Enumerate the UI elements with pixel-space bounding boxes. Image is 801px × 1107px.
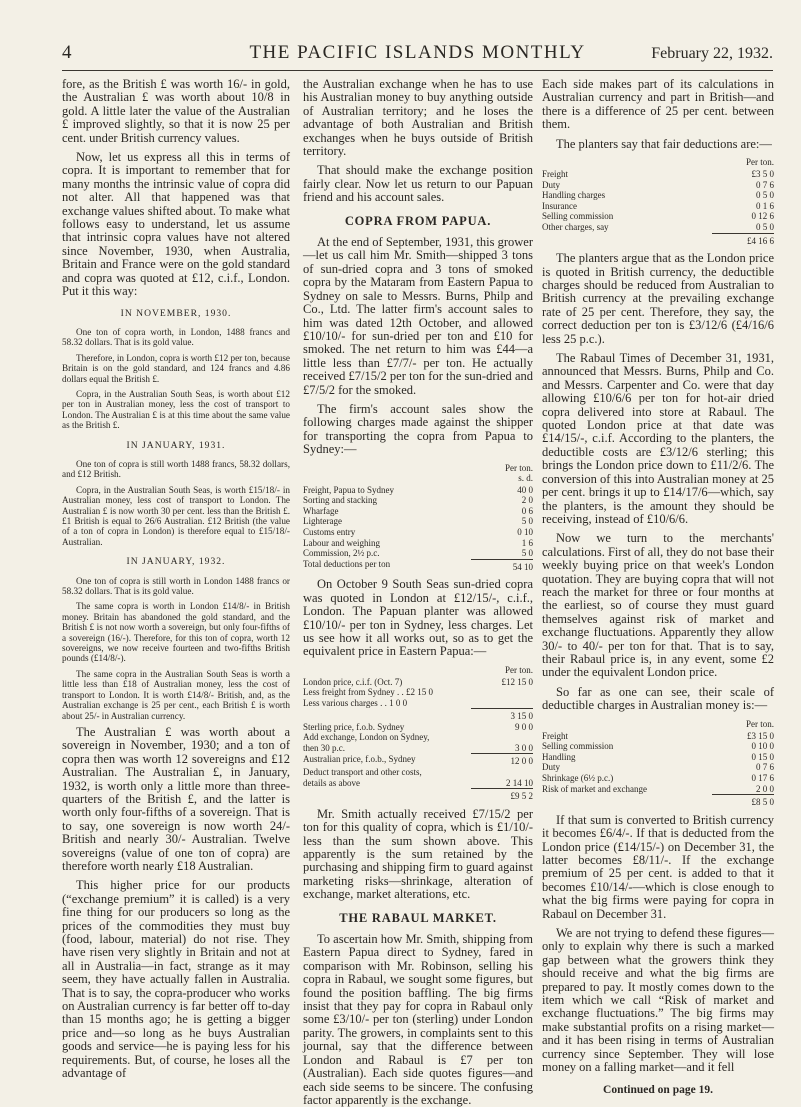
row-label: Lighterage <box>303 516 342 527</box>
row-value: 5 0 <box>521 548 533 559</box>
table-row <box>303 485 533 496</box>
paragraph: fore, as the British £ was worth 16/- in gold, the Australian £ was worth about 10/8 in gold. A little later the value of the Australian £ improved slightly, so that it is now 25 per cent. under British currency values. <box>62 77 290 145</box>
table-row <box>303 754 533 767</box>
paragraph: The planters argue that as the London price is quoted in British currency, the deductible charges should be reduced from Australian to British currency at the prevailing exchange rate of 25 per cent. Therefore, they say, the correct deduction per ton is £3/12/6 (£4/16/6 less 25 p.c.). <box>542 251 774 346</box>
row-label: Add exchange, London on Sydney, <box>303 732 430 743</box>
table-header-units: s. d. <box>518 472 533 483</box>
table-row <box>303 698 533 709</box>
paragraph: the Australian exchange when he has to use his Australian money to buy anything outside of Australian territory; and he loses the advantage of both Australian and British exchanges when he buys outside of British territory. <box>303 77 533 159</box>
table-row <box>303 677 533 688</box>
paragraph: This higher price for our products (“exchange premium” it is called) is a very fine thing for our producers so long as the prices of the commodities they must buy (food, labour, material) do not rise. They have risen very slightly in Britain and not at all in Australia—in fact, strange as it may seem, they have actually fallen in Australia. That is to say, the copra-producer who works on Australian currency is far better off to-day than 15 months ago; he is getting a bigger price and—so long as he buys Australian goods and service—he is paying less for his requirements. But, of course, he loses all the advantage of <box>62 878 290 1081</box>
row-value <box>471 767 533 778</box>
row-label: Deduct transport and other costs, <box>303 767 422 777</box>
table-row <box>303 495 533 506</box>
row-label <box>303 709 471 722</box>
table-row <box>542 169 774 180</box>
total-label: Total deductions per ton <box>303 559 391 570</box>
continued-notice: Continued on page 19. <box>603 1084 713 1097</box>
row-value: 0 7 6 <box>756 762 774 773</box>
row-value: 2 0 0 <box>756 783 774 794</box>
table-total-row <box>303 789 533 802</box>
paragraph: At the end of September, 1931, this grower—let us call him Mr. Smith—shipped 3 tons of sun-dried copra and 3 tons of smoked copra by the Mataram from Eastern Papua to Sydney on sale to Messrs. Burns, Philp and Co., Ltd. The latter firm's account sales to him was dated 12th October, and allowed £10/10/- for sun-dried per ton and £10 for smoked. The net return to him was £44—a little less than £7/7/- per ton. He actually received £7/15/2 per ton for the sun-dried and £7/5/2 for the smoked. <box>303 235 533 397</box>
row-label: Shrinkage (6½ p.c.) <box>542 772 614 783</box>
row-value: 3 15 0 <box>471 709 533 722</box>
row-label: Other charges, say <box>542 222 609 232</box>
row-value: 0 6 <box>521 505 533 516</box>
table-row <box>303 778 533 789</box>
paragraph: We are not trying to defend these figures—only to explain why there is such a marked gap between what the growers think they should receive and what the big firms are prepared to pay. It mostly comes down to the item which we call “Risk of market and exchange fluctuations.” The big firms may make substantial profits on a rising market—and it has been rising in terms of Australian currency since September. They will lose money on a falling market—and it fell <box>542 926 774 1075</box>
table-row <box>303 767 533 778</box>
row-value: 9 0 0 <box>515 721 533 732</box>
row-value: 0 15 0 <box>751 751 774 762</box>
table-header: Per ton. <box>746 157 774 168</box>
charges-table <box>303 485 533 573</box>
row-label: Freight, Papua to Sydney <box>303 484 394 495</box>
subheading: IN JANUARY, 1931. <box>126 439 226 451</box>
paragraph: If that sum is converted to British currency it becomes £6/4/-. If that is deducted from the London price (£14/15/-) on December 31, the latter becomes £8/11/-. If the exchange premium of 25 per cent. is added to that it becomes £10/14/-—which is close enough to what the big firms were paying for copra in Rabaul on December 31. <box>542 812 774 921</box>
issue-date: February 22, 1932. <box>651 45 773 62</box>
table-row <box>542 190 774 201</box>
page-number: 4 <box>62 42 72 63</box>
table-row <box>542 211 774 222</box>
row-value <box>471 732 533 743</box>
row-value: £3 5 0 <box>751 169 774 180</box>
row-label: Freight <box>542 169 568 180</box>
column-1 <box>62 77 290 1081</box>
total-value: £4 16 6 <box>712 233 774 246</box>
row-value: 0 10 0 <box>751 741 774 752</box>
column-2 <box>303 77 533 1107</box>
total-value: 54 10 <box>471 559 533 572</box>
table-row <box>542 222 774 233</box>
row-value <box>471 698 533 709</box>
row-label: London price, c.i.f. (Oct. 7) <box>303 676 403 687</box>
paragraph: The planters say that fair deductions are:— <box>556 136 772 151</box>
row-label: Handling charges <box>542 190 606 201</box>
paragraph: So far as one can see, their scale of deductible charges in Australian money is:— <box>542 684 774 713</box>
table-row <box>303 687 533 698</box>
paragraph: Each side makes part of its calculations in Australian currency and part in British—and there is a difference of 25 per cent. between them. <box>542 77 774 132</box>
table-row <box>303 722 533 733</box>
row-label <box>303 789 471 802</box>
table-row <box>303 732 533 743</box>
table-row <box>303 506 533 517</box>
paragraph: Now we turn to the merchants' calculations. First of all, they do not base their weekly buying price on that week's London quotation. They are buying copra that will not reach the market for three or four months at the earliest, so of course they must guard themselves against risk of market and exchange fluctuations. Apparently they allow 30/- to 40/- per ton for that. That is to say, their Rabaul price is, in any event, some £2 under the equivalent London price. <box>542 531 774 680</box>
table-row <box>542 741 774 752</box>
row-label: details as above <box>303 777 360 788</box>
paragraph: Copra, in the Australian South Seas, is worth about £12 per ton in Australian money, less the cost of transport to London. The Australian £ is at this time about the same value as the British £. <box>62 388 290 431</box>
page-header <box>62 44 773 71</box>
row-label: Customs entry <box>303 526 356 537</box>
row-value: 5 0 <box>521 516 533 527</box>
paragraph: That should make the exchange position fairly clear. Now let us return to our Papuan friend and his account sales. <box>303 163 533 205</box>
table-total-row <box>542 795 774 808</box>
row-label: Selling commission <box>542 211 614 222</box>
section-heading: THE RABAUL MARKET. <box>339 910 497 925</box>
row-value: 0 10 <box>517 526 533 537</box>
row-value: 0 17 6 <box>751 772 774 783</box>
row-label: Australian price, f.o.b., Sydney <box>303 753 416 764</box>
table-total-row <box>303 559 533 572</box>
paragraph: The firm's account sales show the following charges made against the shipper for transporting the copra from Papua to Sydney:— <box>303 401 533 457</box>
paragraph: On October 9 South Seas sun-dried copra was quoted in London at £12/15/-, c.i.f., London. The Papuan planter was allowed £10/10/- per ton in Sydney, less charges. Let us see how it all works out, so as to get the equivalent price in Eastern Papua:— <box>303 577 533 659</box>
table-row <box>542 762 774 773</box>
paragraph: One ton of copra worth, in London, 1488 francs and 58.32 dollars. That is its gold value. <box>62 326 290 348</box>
paragraph: Mr. Smith actually received £7/15/2 per ton for this quality of copra, which is £1/10/- less than the sum shown above. This apparently is the sum retained by the purchasing and shipping firm to guard against marketing risks—shrinkage, alteration of exchange, market alterations, etc. <box>303 806 533 902</box>
table-row <box>542 731 774 742</box>
column-3 <box>542 77 774 1097</box>
row-value: 12 0 0 <box>471 754 533 767</box>
row-label: then 30 p.c. <box>303 742 345 753</box>
table-row <box>303 709 533 722</box>
paragraph: The Rabaul Times of December 31, 1931, announced that Messrs. Burns, Philp and Co. and Messrs. Carpenter and Co. were that day allowing £10/6/6 per ton for hot-air dried copra delivered into store at Rabaul. The quoted London price at that date was £14/15/-, c.i.f. According to the planters, the deductible costs are £3/12/6 sterling; this brings the London price down to £11/2/6. The conversion of this into Australian money at 25 per cent. brings it up to £14/17/6—which, say the planters, is the amount they should be receiving, instead of £10/6/6. <box>542 351 774 526</box>
total-value: £9 5 2 <box>471 789 533 802</box>
row-label: Less freight from Sydney . . £2 15 0 <box>303 687 433 698</box>
row-label <box>542 233 712 246</box>
table-row <box>303 527 533 538</box>
paragraph: The same copra in the Australian South Seas is worth a little less than £18 of Australian money, less the cost of transport to London. It is worth £14/8/- British, and, as the Australian exchange is 25 per cent., each British £ is worth about 25/- in Australian currency. <box>62 668 290 721</box>
table-row <box>542 180 774 191</box>
paragraph: Now, let us express all this in terms of copra. It is important to remember that for many months the intrinsic value of copra did not alter. All that happened was that exchange values shifted about. To make what follows easy to understand, let us assume that intrinsic copra values have not altered since November, 1930, when Australia, Britain and France were on the gold standard and copra was quoted at £12, c.i.f., London. Put it this way: <box>62 150 290 299</box>
table-header: Per ton. <box>746 718 774 729</box>
table-row <box>542 773 774 784</box>
paragraph: The same copra is worth in London £14/8/- in British money. Britain has abandoned the gold standard, and the British £ is not now worth a sovereign, but only four-fifths of a sovereign (16/-). Therefore, for this ton of copra, worth 12 sovereigns, we now receive fourteen and two-fifths British pounds (£14/8/-). <box>62 601 290 664</box>
row-label: Duty <box>542 762 560 773</box>
row-label: Handling <box>542 751 576 762</box>
table-row <box>542 784 774 795</box>
row-value: 0 1 6 <box>756 200 774 211</box>
row-value: 2 0 <box>521 495 533 506</box>
table-row <box>303 743 533 754</box>
row-label: Insurance <box>542 200 577 211</box>
row-label: Risk of market and exchange <box>542 783 647 794</box>
paragraph: Therefore, in London, copra is worth £12 per ton, because Britain is on the gold standard, and 124 francs and 4.86 dollars equal the British £. <box>62 352 290 384</box>
table-row <box>303 548 533 559</box>
row-label: Less various charges . . 1 0 0 <box>303 697 408 708</box>
row-value: 3 0 0 <box>515 742 533 753</box>
table-header: Per ton. <box>505 664 533 675</box>
table-row <box>303 538 533 549</box>
planters-deductions-table <box>542 169 774 246</box>
row-label: Duty <box>542 179 560 190</box>
total-value: £8 5 0 <box>712 795 774 808</box>
table-row <box>303 516 533 527</box>
row-value: 2 14 10 <box>506 777 533 788</box>
row-value: 0 12 6 <box>751 211 774 222</box>
subheading: IN JANUARY, 1932. <box>126 556 226 568</box>
row-value: £12 15 0 <box>501 676 533 687</box>
row-value: 0 5 0 <box>756 222 774 232</box>
row-value: 0 5 0 <box>756 190 774 201</box>
publication-title: THE PACIFIC ISLANDS MONTHLY <box>249 42 586 63</box>
table-total-row <box>542 233 774 246</box>
row-label: Wharfage <box>303 505 339 516</box>
row-label: Sterling price, f.o.b. Sydney <box>303 721 405 732</box>
row-value: 0 7 6 <box>756 179 774 190</box>
row-label: Commission, 2½ p.c. <box>303 548 380 559</box>
table-row <box>542 752 774 763</box>
row-label: Freight <box>542 730 568 741</box>
section-heading: COPRA FROM PAPUA. <box>344 213 492 228</box>
row-value <box>471 687 533 698</box>
row-label: Selling commission <box>542 741 614 752</box>
row-value: 40 0 <box>517 484 533 495</box>
paragraph: The Australian £ was worth about a sovereign in November, 1930; and a ton of copra then was worth 12 sovereigns and £12 Australian. The Australian £, in January, 1932, is worth only a little more than three-quarters of the British £, and the latter is worth only four-fifths of a sovereign. That is to say, one sovereign is now worth 24/- British and nearly 30/- Australian. Twelve sovereigns (value of one ton of copra) are therefore worth nearly £18 Australian. <box>62 724 290 873</box>
row-label <box>542 795 712 808</box>
paragraph: One ton of copra is still worth 1488 francs, 58.32 dollars, and £12 British. <box>62 458 290 480</box>
row-value: £3 15 0 <box>747 730 774 741</box>
paragraph: Copra, in the Australian South Seas, is worth £15/18/- in Australian money, less cost of transport to London. The Australian £ is now worth 30 per cent. less than the British £. £1 British is equal to 26/6 Australian. £12 British (the value of a ton of copra in London) is therefore equal to £15/18/- Australian. <box>62 484 290 547</box>
paragraph: One ton of copra is still worth in London 1488 francs or 58.32 dollars. That is its gold value. <box>62 575 290 597</box>
table-row <box>542 201 774 212</box>
table-header: Per ton. <box>505 462 533 473</box>
row-label: Labour and weighing <box>303 537 380 548</box>
row-label: Sorting and stacking <box>303 495 377 506</box>
row-value: 1 6 <box>521 537 533 548</box>
price-calculation-table <box>303 677 533 802</box>
paragraph: To ascertain how Mr. Smith, shipping from Eastern Papua direct to Sydney, fared in comparison with Mr. Robinson, selling his copra in Rabaul, we sought some figures, but found the position baffling. The big firms insist that they pay for copra in Rabaul only some £3/10/- per ton (sterling) under London parity. The growers, in complaints sent to this journal, say that the difference between London and Rabaul is £7 per ton (Australian). Each side quotes figures—and each side seems to be sincere. The confusing factor apparently is the exchange. <box>303 932 533 1107</box>
subheading: IN NOVEMBER, 1930. <box>120 307 232 319</box>
merchants-deductions-table <box>542 731 774 808</box>
